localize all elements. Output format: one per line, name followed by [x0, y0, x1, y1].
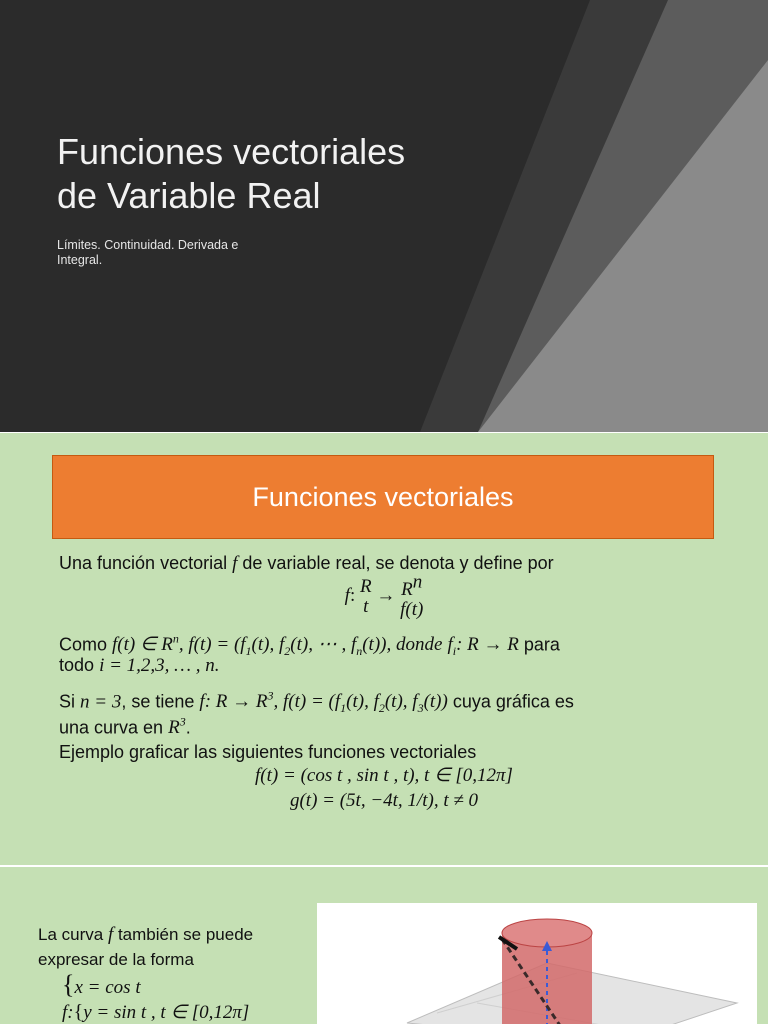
todo-line [59, 654, 220, 677]
slide-subtitle [57, 238, 297, 268]
intro-line [59, 552, 554, 575]
como-fi-map: : R → R [456, 634, 519, 656]
como-text: Como [59, 634, 108, 655]
como-sub-1: 1 [245, 644, 252, 659]
definition-slide [0, 433, 768, 865]
system-f: f: [62, 1002, 74, 1023]
como-math [112, 632, 443, 659]
map-colon: : [349, 585, 356, 607]
subtitle-line-2: Integral. [57, 253, 103, 267]
map-R: R [359, 575, 372, 597]
curve-text-line-2: expresar de la forma [38, 950, 194, 969]
como-fi-i: i [452, 644, 457, 659]
map-domain-stack [360, 577, 372, 617]
map-ft: f(t) [400, 599, 424, 621]
todo-text: todo [59, 655, 95, 675]
curve-slide [0, 867, 768, 1024]
si-sub-1: 1 [340, 701, 347, 716]
como-fi-f: f [447, 634, 453, 656]
curva-sup-3: 3 [179, 715, 186, 729]
title-line-2: de Variable Real [57, 175, 321, 216]
como-math-c: (t), f [251, 634, 285, 656]
como-sup-n: n [172, 632, 179, 646]
como-math-d: (t), ⋯ , f [290, 634, 357, 656]
si-math-d: (t), f [384, 691, 418, 713]
subtitle-line-1: Límites. Continuidad. Derivada e [57, 238, 239, 252]
map-n: n [412, 572, 423, 593]
mapping-formula [0, 573, 768, 620]
slide-title [57, 130, 405, 218]
como-math-b: , f(t) = (f [178, 634, 246, 656]
system-y: y = sin t , t ∈ [0,12π] [83, 1002, 250, 1023]
si-cuya: cuya gráfica es [452, 691, 574, 712]
ejemplo-line: Ejemplo graficar las siguientes funciones vectoriales [59, 742, 477, 762]
system-line-2 [62, 1001, 249, 1024]
curva-line [59, 711, 191, 739]
curve-text-line-1 [38, 924, 253, 946]
curve-f-symbol: f [107, 924, 114, 945]
brace-glyph: { [62, 970, 75, 999]
como-para: para [523, 634, 560, 655]
si-math [199, 689, 448, 716]
equation-f: f(t) = (cos t , sin t , t), t ∈ [0,12π] [255, 765, 513, 786]
map-f: f [344, 585, 350, 607]
si-text: Si [59, 691, 76, 712]
si-math-a: f: R → R [199, 691, 268, 713]
curva-math [168, 717, 186, 738]
como-math-e: (t)), donde [362, 634, 443, 656]
map-t: t [363, 595, 369, 617]
intro-rest-text: de variable real, se denota y define por [242, 553, 554, 573]
curve-text-b: también se puede [117, 925, 254, 944]
como-fi [447, 634, 519, 659]
curva-R: R [168, 717, 180, 739]
curve-text-a: La curva [38, 925, 104, 944]
si-math-n: n = 3 [80, 691, 122, 713]
helix-figure [317, 903, 757, 1024]
system-line-1 [62, 970, 141, 999]
map-Rn: R [401, 579, 413, 601]
como-sub-n: n [356, 644, 363, 659]
como-sub-2: 2 [284, 644, 291, 659]
equation-g: g(t) = (5t, −4t, 1/t), t ≠ 0 [289, 790, 479, 811]
curva-text: una curva en [59, 717, 164, 738]
si-se-tiene: , se tiene [121, 691, 195, 712]
si-sub-2: 2 [378, 701, 385, 716]
cylinder-plot [317, 903, 757, 1024]
brace-glyph-mid: { [73, 1001, 84, 1023]
title-line-1: Funciones vectoriales [57, 131, 406, 172]
curva-dot: . [185, 717, 191, 738]
map-codomain-stack [400, 573, 423, 620]
si-math-c: (t), f [346, 691, 379, 713]
si-math-b: , f(t) = (f [273, 691, 341, 713]
map-arrow: → [376, 585, 396, 607]
system-x: x = cos t [74, 977, 141, 998]
section-banner: Funciones vectoriales [52, 455, 714, 539]
title-slide [0, 0, 768, 432]
si-sup-3: 3 [267, 689, 274, 703]
intro-f-symbol: f [232, 553, 238, 574]
intro-text: Una función vectorial [59, 553, 228, 573]
como-math-a: f(t) ∈ R [112, 634, 173, 656]
todo-math: i = 1,2,3, … , n. [99, 655, 220, 676]
si-sub-3: 3 [417, 701, 424, 716]
si-math-e: (t)) [423, 691, 448, 713]
